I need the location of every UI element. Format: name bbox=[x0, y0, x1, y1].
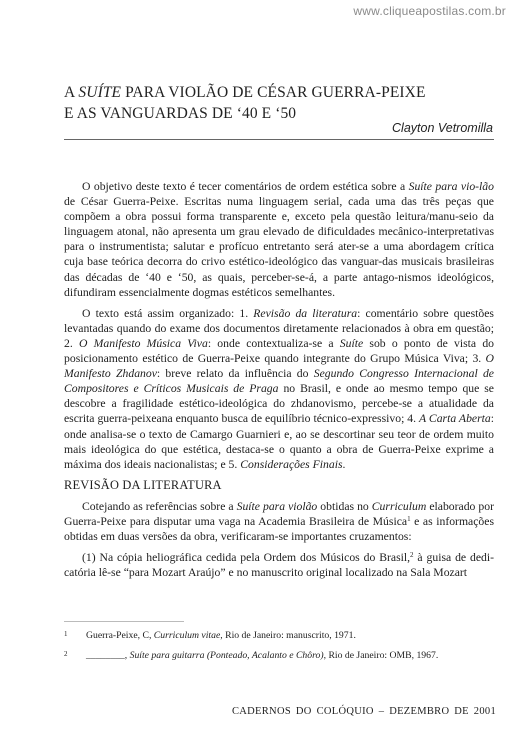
text-run: . bbox=[342, 457, 346, 471]
footnote-ref: 2 bbox=[410, 551, 414, 560]
footnote-number: 2 bbox=[64, 650, 68, 658]
footnote-2 bbox=[64, 649, 494, 663]
paragraph-organization bbox=[64, 306, 494, 472]
title-line-1 bbox=[64, 82, 484, 103]
footnote-ref: 1 bbox=[407, 514, 411, 523]
text-run: de César Guerra-Peixe. Escritas numa linguagem serial, cada uma das três peças que compõem a obra possui forma transparente e, exceto pela questão leitura/manu-seio da linguagem atonal, não apresenta um grau elevado de dificuldades mecânico-interpretativas para o instrumentista; salutar e profícuo entretanto será ater-se a uma abordagem crítica cuja base teórica decorra do crivo estético-ideológico das vanguar-das musicais brasileiras das décadas de ‘40 e ‘50, as quais, perceber-se-á, a parte antago-nismos ideológicos, difundiram essencialmente dogmas estéticos semelhantes. bbox=[64, 195, 494, 299]
text-run: Cotejando as referências sobre a bbox=[82, 499, 237, 513]
text-run: elaborado por Guerra-Peixe para disputar uma vaga na Academia Brasileira de Música bbox=[64, 499, 494, 528]
title-text: PARA VIOLÃO DE CÉSAR GUERRA-PEIXE bbox=[121, 84, 426, 101]
watermark-url: www.cliqueapostilas.com.br bbox=[353, 4, 506, 18]
italic-run: Curriculum vitae bbox=[153, 630, 221, 641]
text-run: : breve relato da influência do bbox=[156, 367, 314, 381]
italic-run: Segundo Congresso Internacional de Compositores e Críticos Musicais de Praga bbox=[64, 367, 494, 396]
text-run: Guerra-Peixe, C, bbox=[86, 630, 154, 641]
text-run: O texto está assim organizado: 1. bbox=[82, 306, 254, 320]
footnote-divider bbox=[64, 621, 184, 622]
running-footer: CADERNOS DO COLÓQUIO – DEZEMBRO DE 2001 bbox=[231, 706, 496, 717]
footnotes bbox=[64, 629, 494, 669]
article-title bbox=[64, 82, 484, 124]
paragraph-item-1 bbox=[64, 550, 494, 580]
text-run: , Rio de Janeiro: manuscrito, 1971. bbox=[220, 630, 356, 641]
paragraph-cross-references bbox=[64, 499, 494, 544]
italic-run: Curriculum bbox=[371, 499, 427, 513]
title-italic-suite: SUÍTE bbox=[78, 84, 122, 101]
title-line-2: E AS VANGUARDAS DE ‘40 E ‘50 bbox=[64, 105, 297, 122]
italic-run: O Manifesto Zhdanov bbox=[64, 352, 494, 381]
footnote-number: 1 bbox=[64, 630, 68, 638]
article-body bbox=[64, 179, 494, 586]
italic-run: Suíte bbox=[339, 336, 364, 350]
text-run: e as informações obtidas em duas versões da obra, verificaram-se importantes cruzamentos: bbox=[64, 514, 494, 544]
text-run: à guisa de dedi-catória lê-se “para Mozart Araújo” e no manuscrito original localizado na Sala Mozart bbox=[64, 551, 494, 580]
text-run: : comentário sobre questões levantadas quando do exame dos documentos diretamente relacionados à obra em questão; 2. bbox=[64, 306, 494, 350]
text-run: obtidas no bbox=[317, 499, 372, 513]
text-run: : onde contextualiza-se a bbox=[207, 336, 340, 350]
paragraph-intro bbox=[64, 179, 494, 300]
text-run: (1) Na cópia heliográfica cedida pela Ordem dos Músicos do Brasil, bbox=[82, 551, 411, 565]
text-run: ________, bbox=[86, 650, 130, 661]
italic-run: O Manifesto Música Viva bbox=[79, 336, 208, 350]
text-run: O objetivo deste texto é tecer comentários de ordem estética sobre a bbox=[82, 180, 409, 193]
title-text: A bbox=[64, 84, 79, 101]
italic-run: Considerações Finais bbox=[240, 457, 343, 471]
text-run: no Brasil, e onde ao mesmo tempo que se descobre a fragilidade estético-ideológica do zhdanovismo, percebe-se a atualidade da escrita guerra-peixeana enquanto busca de equilíbrio técnico-expressivo; 4. bbox=[64, 382, 494, 426]
text-run: , Rio de Janeiro: OMB, 1967. bbox=[323, 650, 439, 661]
italic-run: Suíte para violão bbox=[236, 499, 318, 513]
section-heading: REVISÃO DA LITERATURA bbox=[64, 477, 222, 492]
italic-run: Suíte para guitarra (Ponteado, Acalanto e Chôro) bbox=[129, 650, 324, 661]
text-run: : onde analisa-se o texto de Camargo Guarnieri e, ao se descortinar seu teor de ordem muito mais ideológica do que estética, destaca-se o quanto a obra de Guerra-Peixe exprime a máxima dos ideais nacionalistas; e 5. bbox=[64, 412, 494, 471]
italic-run: Suíte para vio-lão bbox=[408, 180, 494, 193]
text-run: sob o ponto de vista do posicionamento estético de Guerra-Peixe quando integrante do Grupo Música Viva; 3. bbox=[64, 336, 495, 366]
italic-run: A Carta Aberta bbox=[419, 412, 491, 426]
title-divider bbox=[64, 139, 494, 140]
italic-run: Revisão da literatura bbox=[253, 306, 358, 320]
footnote-1 bbox=[64, 629, 494, 643]
author-name: Clayton Vetromilla bbox=[392, 121, 493, 135]
